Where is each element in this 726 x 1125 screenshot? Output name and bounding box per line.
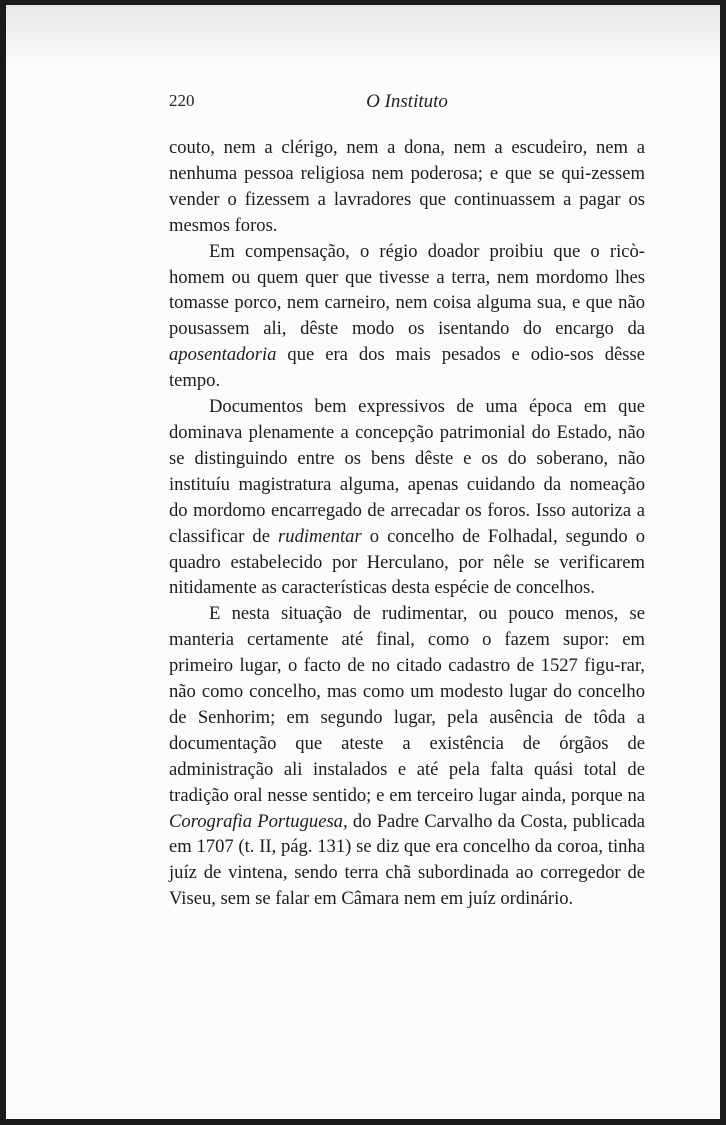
italic-term-rudimentar: rudimentar	[278, 525, 362, 547]
italic-title-corografia: Corografia Portuguesa,	[169, 810, 348, 832]
paragraph-4	[169, 601, 645, 912]
paragraph-4-text-b: do Padre Carvalho da Costa, publicada em 1707 (t. II, pág. 131) se diz que era concelho da coroa, tinha juíz de vintena, sendo terra chã subordinada ao corregedor de Viseu, sem se falar em Câmara nem em juíz ordinário.	[169, 810, 645, 910]
page-number: 220	[169, 91, 195, 110]
paragraph-2	[169, 239, 645, 394]
scanned-page	[6, 5, 720, 1119]
paragraph-3	[169, 394, 645, 601]
running-title: O Instituto	[366, 91, 448, 112]
paragraph-3-text-a: Documentos bem expressivos de uma época em que dominava plenamente a concepção patrimonial do Estado, não se distinguindo entre os bens dêste e os do soberano, não instituíu magistratura alguma, apenas cuidando da nomeação do mordomo encarregado de arrecadar os foros. Isso autoriza a classificar de	[169, 396, 645, 547]
paragraph-2-text-a: Em compensação, o régio doador proibiu que o ricò-homem ou quem quer que tivesse a terra, nem mordomo lhes tomasse porco, nem carneiro, nem coisa alguma sua, e que não pousassem ali, dêste modo os isentando do encargo da	[169, 240, 645, 340]
paragraph-1	[169, 135, 645, 239]
body-text	[169, 135, 645, 912]
paragraph-3-text-b: o concelho de Folhadal, segundo o quadro estabelecido por Herculano, por nêle se verificarem nitidamente as características desta espécie de concelhos.	[169, 525, 645, 599]
paragraph-2-text-b: que era dos mais pesados e odio-sos dêsse tempo.	[169, 344, 645, 392]
paragraph-4-text-a: E nesta situação de rudimentar, ou pouco menos, se manteria certamente até final, como o fazem supor: em primeiro lugar, o facto de no citado cadastro de 1527 figu-rar, não como concelho, mas como um modesto lugar do concelho de Senhorim; em segundo lugar, pela ausência de tôda a documentação que ateste a existência de órgãos de administração ali instalados e até pela falta quási total de tradição oral nesse sentido; e em terceiro lugar ainda, porque na	[169, 603, 645, 806]
paragraph-1-text: couto, nem a clérigo, nem a dona, nem a escudeiro, nem a nenhuma pessoa religiosa nem poderosa; e que se qui-zessem vender o fizessem a lavradores que continuassem a pagar os mesmos foros.	[169, 137, 645, 236]
page-header	[169, 91, 645, 117]
italic-term-aposentadoria: aposentadoria	[169, 344, 277, 366]
